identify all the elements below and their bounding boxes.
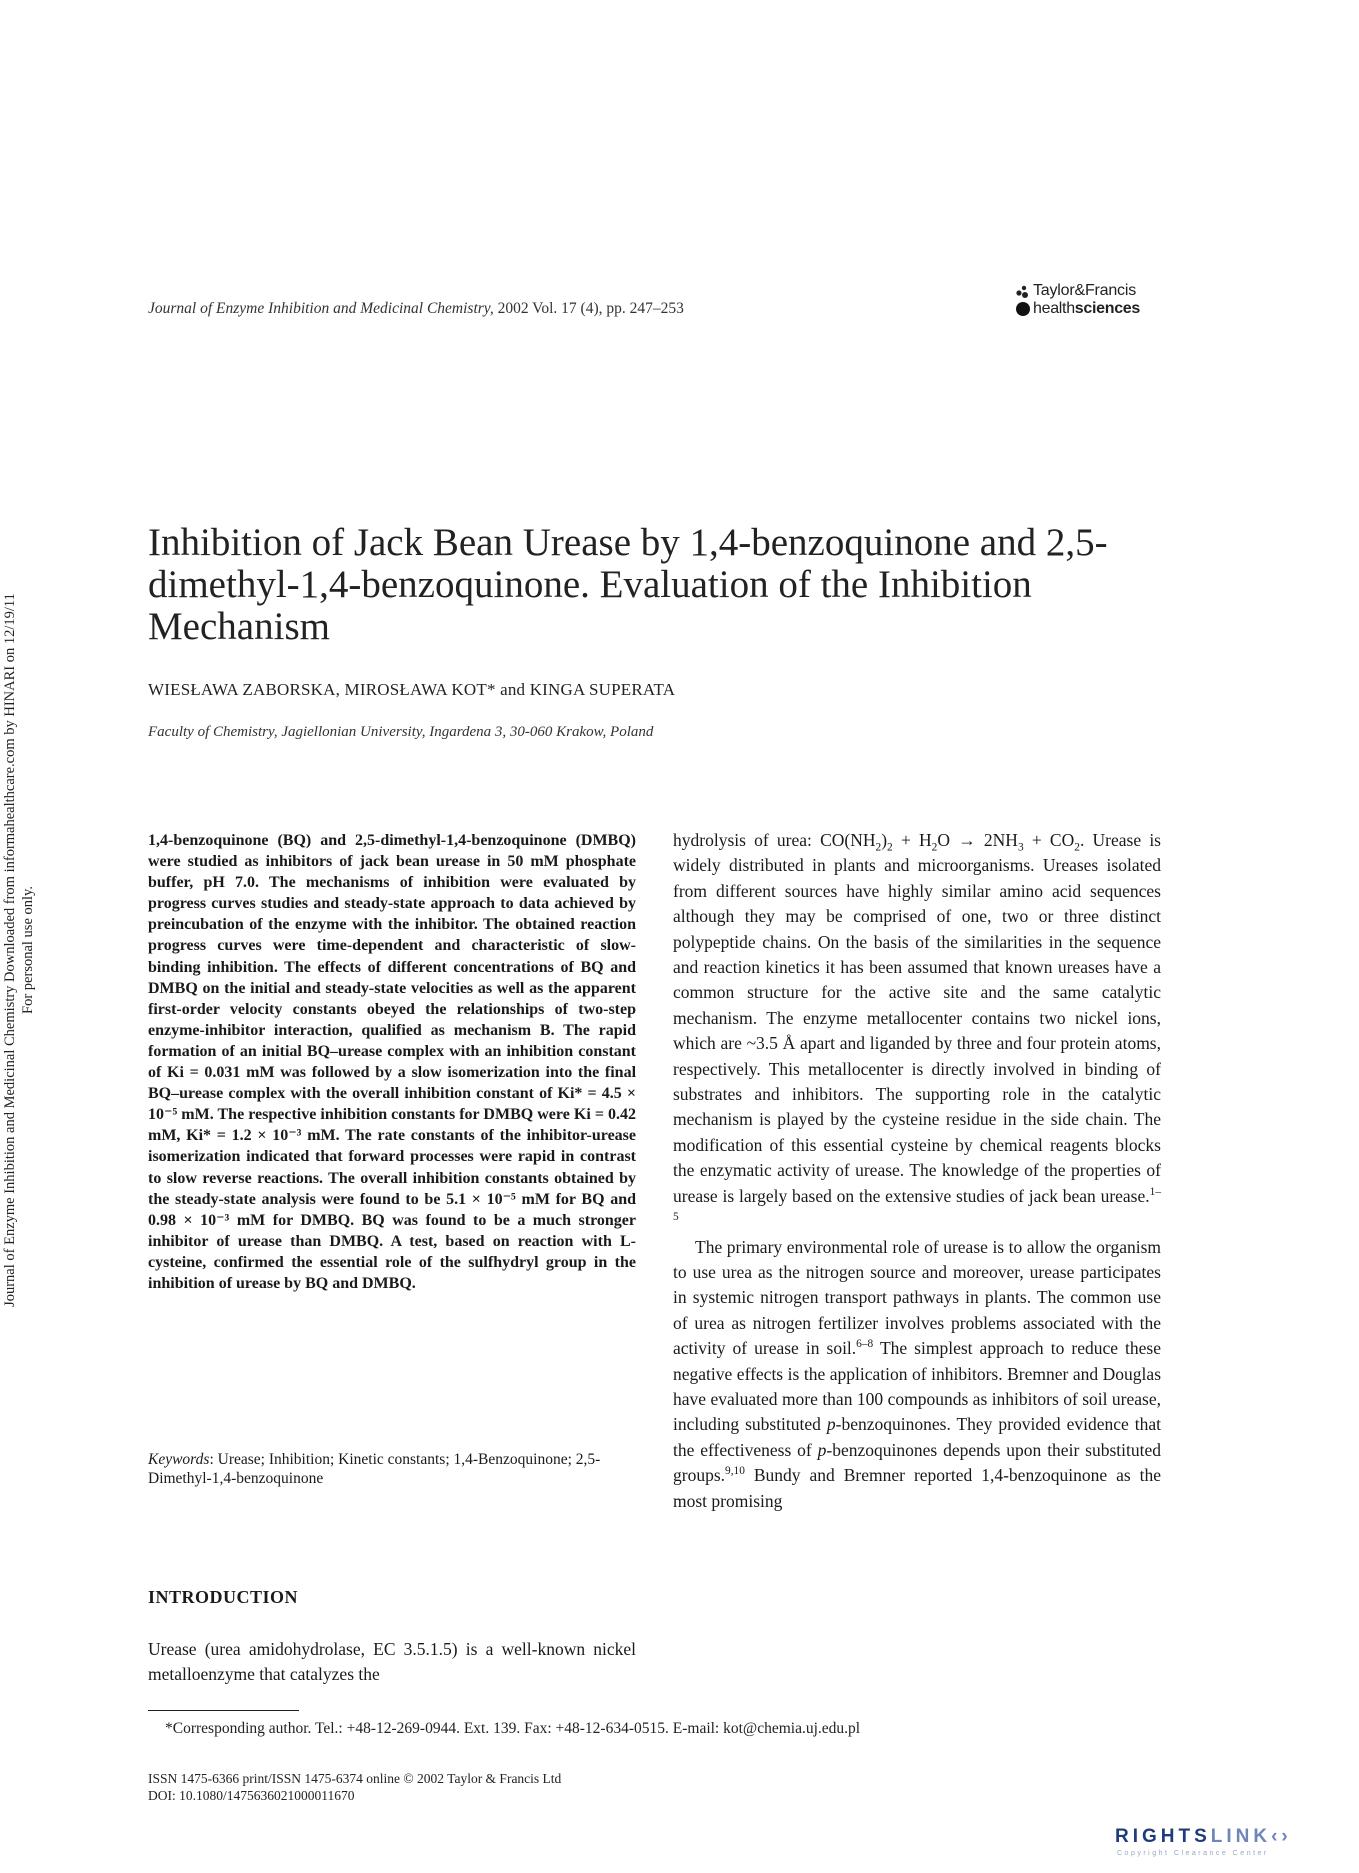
italic-p: p: [826, 1414, 836, 1435]
keywords: [148, 1450, 636, 1488]
text-run: Bundy and Bremner reported 1,4-benzoquinone as the most promising: [673, 1465, 1161, 1511]
journal-name: Journal of Enzyme Inhibition and Medicinal Chemistry,: [148, 300, 494, 317]
publisher-subname-a: health: [1033, 300, 1075, 317]
rightslink-wordmark: [1115, 1826, 1292, 1848]
journal-citation: [148, 300, 684, 318]
publisher-name: Taylor&Francis: [1033, 282, 1137, 299]
subscript: 2: [887, 841, 893, 854]
subscript: 2: [875, 841, 882, 854]
footnote-divider: [148, 1710, 299, 1711]
text-run: ): [881, 830, 888, 850]
abstract-part-4: . The rate constants of the inhibitor-urease isomerization indicated that forward processes were rapid in contrast to slow reverse reactions. The overall inhibition constants obtained by the steady-state analysis were found to be 5.1 × 10⁻⁵ mM for BQ and 0.98 × 10⁻³ mM for DMBQ. BQ was found to be a much stronger inhibitor of urease than DMBQ. A test, based on reaction with L-cysteine, confirmed the essential role of the sulfhydryl group in the inhibition of urease by BQ and DMBQ.: [148, 1127, 636, 1292]
reference-superscript: 9,10: [725, 1465, 745, 1478]
publisher-subname-b: sciences: [1074, 300, 1141, 317]
text-run: -benzoquinones. They provided evidence that the effectiveness of: [673, 1414, 1161, 1460]
rightslink-link: LINK: [1210, 1826, 1272, 1847]
text-run: + H: [892, 830, 932, 850]
section-heading-introduction: INTRODUCTION: [148, 1587, 299, 1607]
subscript: 3: [1017, 841, 1024, 854]
issn-line: ISSN 1475-6366 print/ISSN 1475-6374 online © 2002 Taylor & Francis Ltd: [148, 1771, 562, 1786]
corresponding-author-footnote: *Corresponding author. Tel.: +48-12-269-0944. Ext. 139. Fax: +48-12-634-0515. E-mail: kot@chemia.uj.edu.pl: [165, 1720, 861, 1737]
intro-paragraph-1-start: Urease (urea amidohydrolase, EC 3.5.1.5) is a well-known nickel metalloenzyme that catalyzes the: [148, 1639, 636, 1685]
watermark-line-2: For personal use only.: [19, 886, 36, 1014]
journal-volume: 2002 Vol. 17 (4), pp. 247–253: [493, 300, 684, 317]
reference-superscript: 6–8: [856, 1338, 874, 1351]
issn-doi-block: [148, 1770, 561, 1804]
abstract-part-3: . The respective inhibition constants for DMBQ were: [209, 1106, 574, 1124]
doi-line: DOI: 10.1080/1475636021000011670: [148, 1788, 355, 1803]
publisher-subname: [1033, 300, 1140, 318]
text-run: -benzoquinones depends upon their substituted groups.: [673, 1439, 1161, 1486]
keywords-label: Keywords: [148, 1451, 210, 1468]
article-authors: WIESŁAWA ZABORSKA, MIROSŁAWA KOT* and KINGA SUPERATA: [148, 680, 676, 699]
text-run: The primary environmental role of urease is to allow the organism to use urea as the nitrogen source and moreover, urease participates in systemic nitrogen transport pathways in plants. The common use of urea as nitrogen fertilizer involves problems associated with the activity of urease in soil.: [673, 1236, 1161, 1359]
rightslink-rights: RIGHTS: [1115, 1826, 1211, 1847]
abstract-text: [148, 830, 636, 1294]
reference-superscript: 1–5: [673, 1185, 1161, 1224]
introduction-left-column: [148, 1637, 636, 1688]
publisher-logo: [1015, 282, 1165, 322]
rightslink-logo[interactable]: [1115, 1826, 1355, 1866]
subscript: 2: [931, 841, 938, 854]
subscript: 2: [1074, 841, 1080, 854]
watermark-line-1: Journal of Enzyme Inhibition and Medicinal Chemistry Downloaded from informahealthcare.com by HINARI on 12/19/11: [2, 593, 18, 1307]
keywords-list: : Urease; Inhibition; Kinetic constants; 1,4-Benzoquinone; 2,5-Dimethyl-1,4-benzoquinone: [148, 1451, 601, 1487]
intro-paragraph-1-cont: [673, 828, 1161, 1235]
text-run: . Urease is widely distributed in plants and microorganisms. Ureases isolated from different sources have highly similar amino acid sequences although they may be comprised of one, two or three distinct polypeptide chains. On the basis of the similarities in the sequence and reaction kinetics it has been assumed that known ureases have a common structure for the active site and the same catalytic mechanism. The enzyme metallocenter contains two nickel ions, which are ~3.5 Å apart and liganded by three and four protein atoms, respectively. This metallocenter is directly involved in binding of substrates and inhibitors. The supporting role in the catalytic mechanism is played by the cysteine residue in the side chain. The modification of this essential cysteine by chemical reagents blocks the enzymatic activity of urease. The knowledge of the properties of urease is largely based on the extensive studies of jack bean urease.: [673, 830, 1161, 1206]
article-affiliation: Faculty of Chemistry, Jagiellonian University, Ingardena 3, 30-060 Krakow, Poland: [148, 724, 654, 740]
rightslink-subtitle: Copyright Clearance Center: [1117, 1850, 1269, 1857]
article-title: Inhibition of Jack Bean Urease by 1,4-benzoquinone and 2,5-dimethyl-1,4-benzoquinone. Evaluation of the Inhibition Mechanism: [148, 521, 1108, 648]
abstract: [148, 830, 636, 1294]
text-run: The simplest approach to reduce these negative effects is the application of inhibitors. Bremner and Douglas have evaluated more than 100 compounds as inhibitors of soil urease, including substituted: [673, 1338, 1161, 1435]
text-run: + CO: [1023, 830, 1075, 850]
chevron-arrows-icon: ‹›: [1271, 1826, 1292, 1847]
text-run: hydrolysis of urea: CO(NH: [673, 830, 876, 850]
abstract-part-2: was followed by a slow isomerization into the final BQ–urease complex with the overall inhibition constant of: [148, 1064, 637, 1103]
introduction-right-column: [673, 828, 1161, 1514]
abstract-kistar-bq: Ki* = 4.5 × 10⁻⁵ mM: [148, 1085, 637, 1124]
abstract-part-1: 1,4-benzoquinone (BQ) and 2,5-dimethyl-1,4-benzoquinone (DMBQ) were studied as inhibitors of jack bean urease in 50 mM phosphate buffer, pH 7.0. The mechanisms of inhibition were evaluated by progress curves studies and steady-state approach to data achieved by preincubation of the enzyme with the inhibitor. The obtained reaction progress curves were time-dependent and characteristic of slow-binding inhibition. The effects of different concentrations of BQ and DMBQ on the initial and steady-state velocities as well as the apparent first-order velocity constants obeyed the relationships of two-step enzyme-inhibitor interaction, qualified as mechanism B. The rapid formation of an initial BQ–urease complex with an inhibition constant of: [148, 832, 636, 1082]
publisher-dots-icon: [1015, 284, 1033, 318]
text-run: O → 2NH: [937, 830, 1018, 850]
intro-paragraph-2: [673, 1235, 1161, 1514]
download-watermark: [0, 530, 60, 1370]
italic-p: p: [817, 1439, 827, 1460]
abstract-ki-bq: Ki = 0.031 mM: [167, 1064, 275, 1082]
abstract-ki-dmbq: Ki = 0.42 mM, Ki* = 1.2 × 10⁻³ mM: [148, 1106, 636, 1145]
